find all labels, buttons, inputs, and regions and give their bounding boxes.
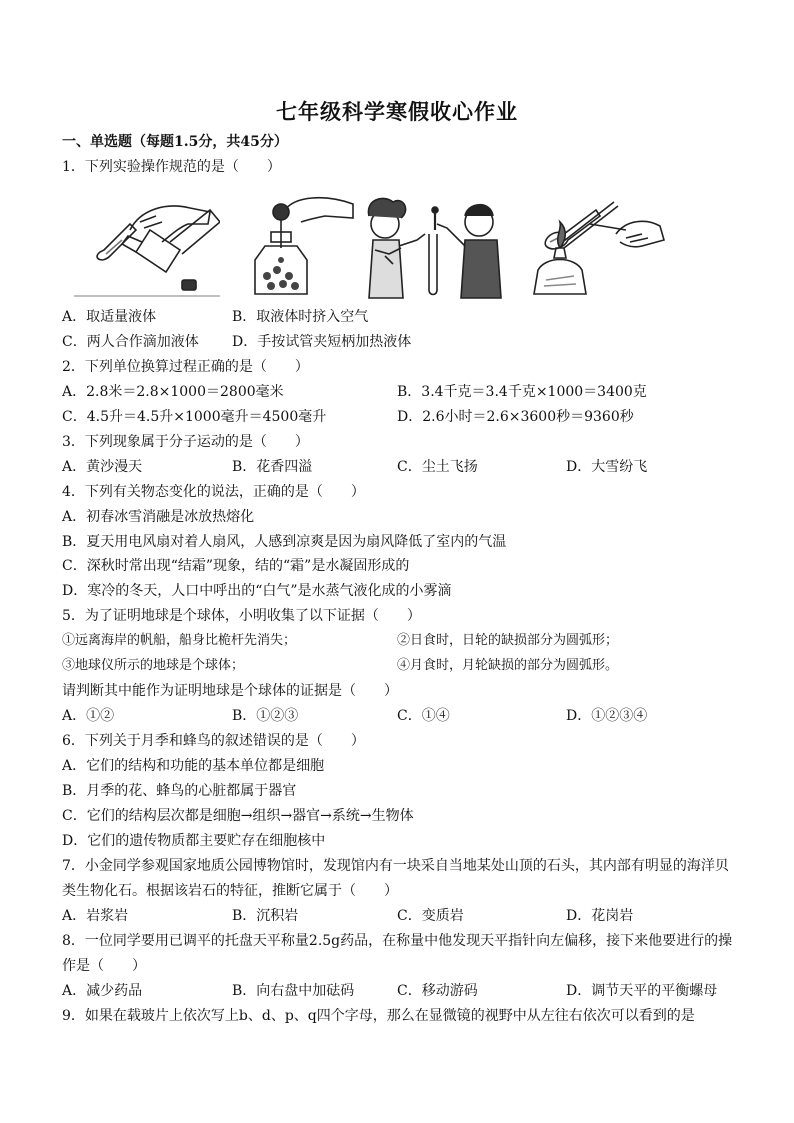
q5-evidence-1: ①远离海岸的帆船，船身比桅杆先消失； (62, 633, 297, 648)
q1-option-c: C．两人合作滴加液体 (62, 334, 199, 350)
q5-evidence-3: ③地球仪所示的地球是个球体； (62, 658, 245, 673)
q2-option-c: C．4.5升＝4.5升×1000毫升＝4500毫升 (62, 409, 327, 425)
q4-option-c: C．深秋时常出现“结霜”现象，结的“霜”是水凝固形成的 (62, 558, 410, 574)
q7-option-c: C．变质岩 (397, 908, 464, 924)
q3-option-b: B．花香四溢 (232, 459, 313, 475)
q5-option-d: D．①②③④ (566, 708, 648, 724)
q6-option-a: A．它们的结构和功能的基本单位都是细胞 (62, 758, 325, 774)
q8-option-a: A．减少药品 (62, 983, 143, 999)
q6-option-c: C．它们的结构层次都是细胞→组织→器官→系统→生物体 (62, 808, 414, 824)
q6-option-d: D．它们的遗传物质都主要贮存在细胞核中 (62, 833, 326, 849)
page-title: 七年级科学寒假收心作业 (276, 99, 518, 124)
question-7-stem-cont: 类生物化石。根据该岩石的特征，推断它属于（ ） (62, 883, 398, 899)
q5-sub-question: 请判断其中能作为证明地球是个球体的证据是（ ） (62, 683, 398, 699)
q2-option-b: B．3.4千克＝3.4千克×1000＝3400克 (397, 384, 647, 400)
question-3-stem: 3．下列现象属于分子运动的是（ ） (62, 434, 309, 450)
q5-option-b: B．①②③ (232, 708, 299, 724)
question-9-stem: 9．如果在载玻片上依次写上b、d、p、q四个字母，那么在显微镜的视野中从左往右依次可以看到的是 (62, 1008, 695, 1024)
question-1-stem: 1．下列实验操作规范的是（ ） (62, 159, 281, 175)
question-2-stem: 2．下列单位换算过程正确的是（ ） (62, 359, 309, 375)
q2-option-a: A．2.8米＝2.8×1000＝2800毫米 (62, 384, 284, 400)
question-8-stem-cont: 作是（ ） (62, 958, 146, 974)
question-4-stem: 4．下列有关物态变化的说法，正确的是（ ） (62, 484, 365, 500)
q5-option-c: C．①④ (397, 708, 450, 724)
q1-option-a: A．取适量液体 (62, 309, 157, 325)
q8-option-d: D．调节天平的平衡螺母 (566, 983, 718, 999)
q8-option-c: C．移动游码 (397, 983, 478, 999)
q7-option-a: A．岩浆岩 (62, 908, 129, 924)
q1-option-d: D．手按试管夹短柄加热液体 (232, 334, 412, 350)
section-heading: 一、单选题（每题1.5分，共45分） (62, 134, 288, 150)
q2-option-d: D．2.6小时＝2.6×3600秒＝9360秒 (397, 409, 634, 425)
dropper-air-illustration (245, 190, 355, 302)
q1-option-b: B．取液体时挤入空气 (232, 309, 369, 325)
question-7-stem: 7．小金同学参观国家地质公园博物馆时，发现馆内有一块采自当地某处山顶的石头，其内部有明显的海洋贝 (62, 858, 729, 874)
two-people-dropping-illustration (355, 190, 515, 302)
q3-option-c: C．尘土飞扬 (397, 459, 478, 475)
q6-option-b: B．月季的花、蜂鸟的心脏都属于器官 (62, 783, 297, 799)
q5-option-a: A．①② (62, 708, 115, 724)
question-6-stem: 6．下列关于月季和蜂鸟的叙述错误的是（ ） (62, 733, 365, 749)
q4-option-d: D．寒冷的冬天，人口中呼出的“白气”是水蒸气液化成的小雾滴 (62, 583, 452, 599)
question-5-stem: 5．为了证明地球是个球体，小明收集了以下证据（ ） (62, 608, 421, 624)
test-tube-heating-illustration (530, 190, 665, 302)
question-8-stem: 8．一位同学要用已调平的托盘天平称量2.5g药品，在称量中他发现天平指针向左偏移，接下来他要进行的操 (62, 933, 733, 949)
q4-option-b: B．夏天用电风扇对着人扇风，人感到凉爽是因为扇风降低了室内的气温 (62, 534, 507, 550)
q3-option-a: A．黄沙漫天 (62, 459, 143, 475)
pouring-liquid-illustration (70, 190, 220, 302)
q5-evidence-4: ④月食时，月轮缺损的部分为圆弧形。 (397, 658, 619, 673)
q5-evidence-2: ②日食时，日轮的缺损部分为圆弧形； (397, 633, 619, 648)
q7-option-b: B．沉积岩 (232, 908, 299, 924)
q8-option-b: B．向右盘中加砝码 (232, 983, 355, 999)
q4-option-a: A．初春冰雪消融是冰放热熔化 (62, 509, 255, 525)
q7-option-d: D．花岗岩 (566, 908, 634, 924)
q3-option-d: D．大雪纷飞 (566, 459, 648, 475)
